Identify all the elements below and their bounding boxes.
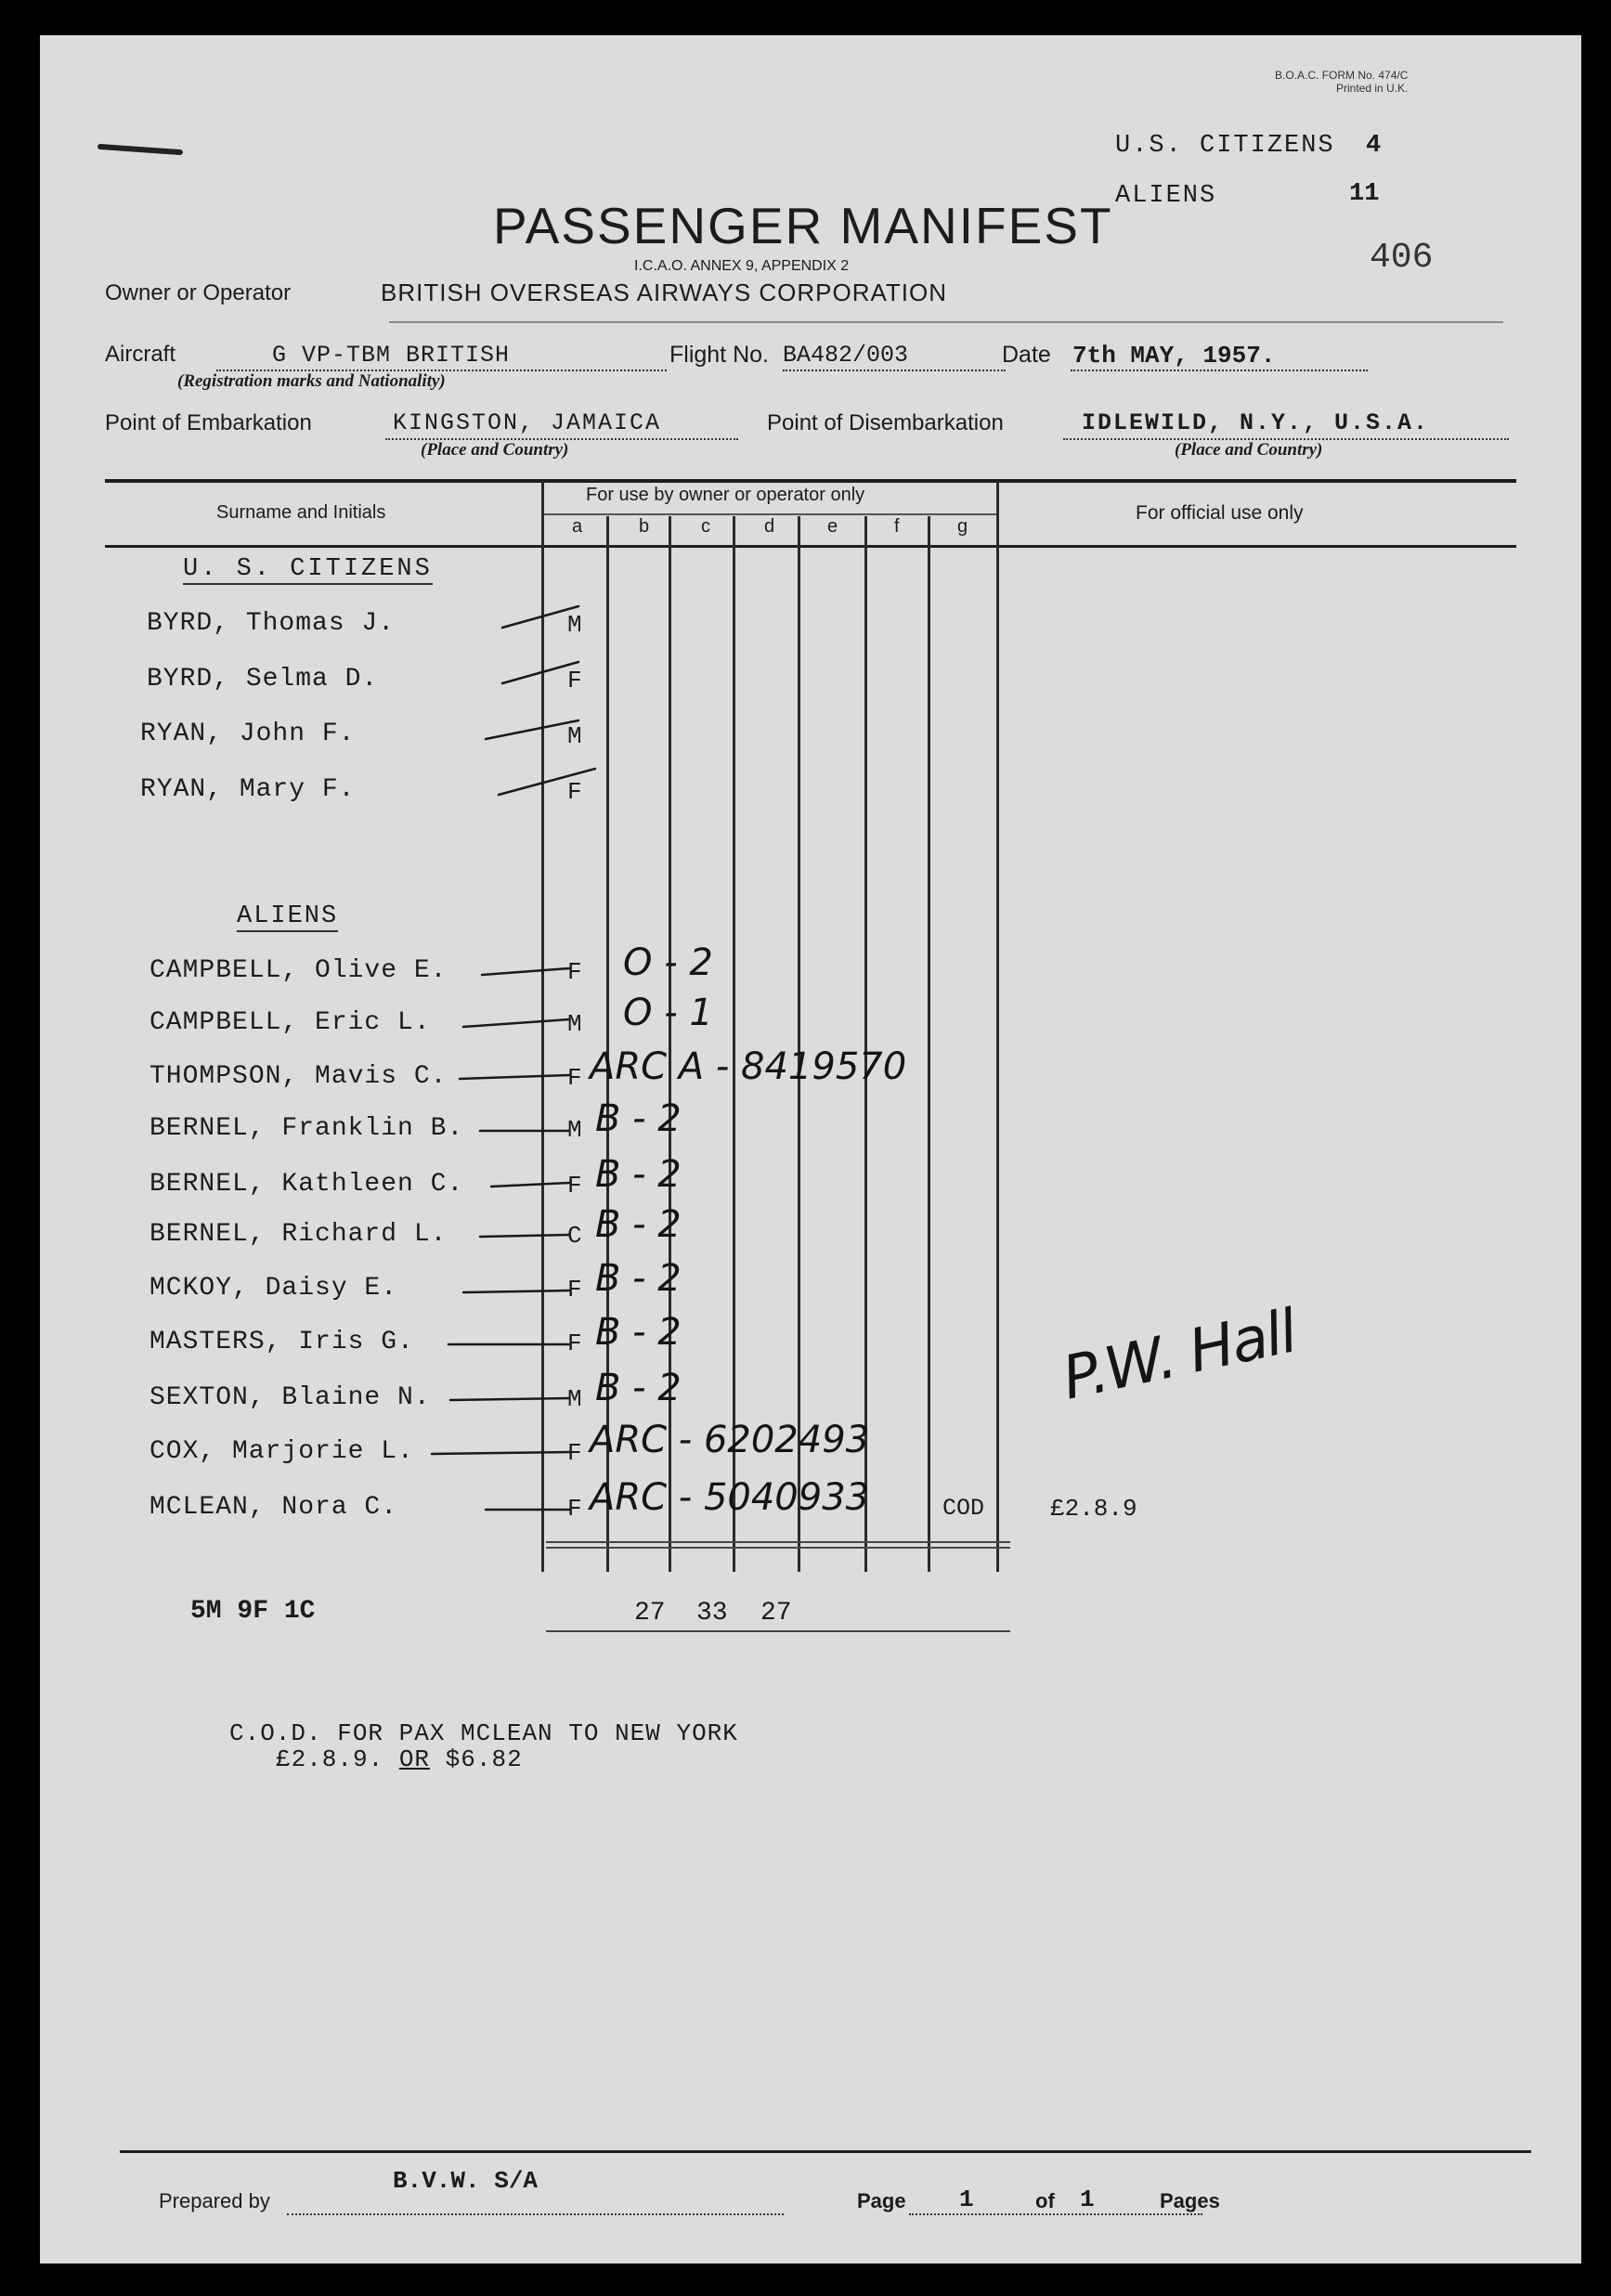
cod-or: OR <box>398 1745 431 1773</box>
total-col-b: 27 <box>634 1599 666 1628</box>
passenger-name: CAMPBELL, Olive E. <box>149 956 448 985</box>
footer-rule <box>120 2150 1531 2153</box>
passenger-sex: M <box>567 611 582 639</box>
embarkation-note: (Place and Country) <box>421 440 569 460</box>
disembarkation-note: (Place and Country) <box>1175 440 1323 460</box>
passenger-code: ARC - 5040933 <box>590 1476 870 1519</box>
passenger-sex: F <box>567 1495 582 1523</box>
passenger-code: B - 2 <box>595 1153 682 1196</box>
col-letter-e: e <box>827 516 838 537</box>
passenger-name: MCKOY, Daisy E. <box>149 1274 398 1303</box>
passenger-sex: M <box>567 1385 582 1413</box>
page-label: Page <box>857 2189 906 2212</box>
passenger-name: BYRD, Selma D. <box>147 665 379 694</box>
totals-rule-3 <box>546 1630 1010 1632</box>
col-letter-b: b <box>639 516 650 537</box>
page-fill <box>909 2213 1202 2215</box>
date-value: 7th MAY, 1957. <box>1072 342 1276 370</box>
page-total: 1 <box>1080 2186 1095 2213</box>
col-letter-f: f <box>894 516 900 537</box>
passenger-name: THOMPSON, Mavis C. <box>149 1062 448 1091</box>
passenger-name: CAMPBELL, Eric L. <box>149 1008 431 1037</box>
passenger-name: BERNEL, Franklin B. <box>149 1114 464 1143</box>
passenger-code: ARC A - 8419570 <box>590 1045 907 1088</box>
page-number: 1 <box>959 2186 974 2213</box>
aircraft-label: Aircraft <box>105 342 176 367</box>
totals-summary: 5M 9F 1C <box>190 1597 316 1626</box>
passenger-name: SEXTON, Blaine N. <box>149 1383 431 1412</box>
passenger-name: MCLEAN, Nora C. <box>149 1493 398 1522</box>
col-letter-c: c <box>701 516 710 537</box>
signature: P.W. Hall <box>1057 1297 1302 1414</box>
col-letter-d: d <box>764 516 775 537</box>
passenger-sex: M <box>567 1116 582 1144</box>
col-header-official: For official use only <box>1136 502 1304 524</box>
embarkation-value: KINGSTON, JAMAICA <box>393 409 662 436</box>
passenger-sex: F <box>567 778 582 806</box>
total-col-d: 27 <box>760 1599 792 1628</box>
passenger-code: B - 2 <box>595 1257 682 1300</box>
owner-value: BRITISH OVERSEAS AIRWAYS CORPORATION <box>381 279 948 306</box>
passenger-code: B - 2 <box>595 1367 682 1409</box>
totals-rule-1 <box>546 1541 1010 1543</box>
disembarkation-label: Point of Disembarkation <box>767 410 1004 435</box>
embarkation-label: Point of Embarkation <box>105 410 312 435</box>
passenger-sex: F <box>567 958 582 986</box>
passenger-name: BYRD, Thomas J. <box>147 609 396 638</box>
aircraft-value: G VP-TBM BRITISH <box>272 342 511 369</box>
col-header-owner: For use by owner or operator only <box>586 485 865 505</box>
passenger-name: MASTERS, Iris G. <box>149 1328 414 1356</box>
col-header-name: Surname and Initials <box>216 502 386 523</box>
us-citizens-count: 4 <box>1366 132 1382 160</box>
cod-note-line2 <box>276 1745 523 1773</box>
passenger-sex: F <box>567 667 582 694</box>
owner-label: Owner or Operator <box>105 280 292 305</box>
totals-rule-2 <box>546 1547 1010 1549</box>
aliens-count-label: ALIENS <box>1115 182 1217 210</box>
prepared-label: Prepared by <box>159 2189 270 2212</box>
date-label: Date <box>1002 342 1051 368</box>
of-label: of <box>1035 2189 1055 2212</box>
passenger-code: B - 2 <box>595 1097 682 1140</box>
passenger-code: O - 1 <box>623 992 713 1034</box>
pen-strokes <box>40 35 1581 1614</box>
total-col-c: 33 <box>696 1599 728 1628</box>
cod-amount: £2.8.9 <box>1050 1495 1137 1523</box>
flight-value: BA482/003 <box>783 342 909 369</box>
cod-note-line1: C.O.D. FOR PAX MCLEAN TO NEW YORK <box>229 1719 738 1747</box>
disembarkation-value: IDLEWILD, N.Y., U.S.A. <box>1082 409 1430 436</box>
passenger-name: BERNEL, Richard L. <box>149 1220 448 1249</box>
cod-mark: COD <box>942 1495 985 1522</box>
manifest-sheet <box>40 35 1581 2264</box>
passenger-sex: F <box>567 1276 582 1304</box>
passenger-sex: M <box>567 722 582 750</box>
us-citizens-heading: U. S. CITIZENS <box>183 555 433 583</box>
us-citizens-count-label: U.S. CITIZENS <box>1115 132 1335 160</box>
passenger-sex: F <box>567 1330 582 1357</box>
prepared-fill <box>287 2213 784 2215</box>
passenger-code: O - 2 <box>623 941 713 984</box>
passenger-sex: C <box>567 1222 582 1250</box>
col-letter-a: a <box>572 516 583 537</box>
passenger-sex: F <box>567 1172 582 1200</box>
passenger-name: BERNEL, Kathleen C. <box>149 1170 464 1199</box>
prepared-value: B.V.W. S/A <box>393 2167 539 2195</box>
passenger-sex: M <box>567 1010 582 1038</box>
page-title: PASSENGER MANIFEST <box>493 197 1113 254</box>
pages-label: Pages <box>1160 2189 1220 2212</box>
stamp-number: 406 <box>1370 238 1434 278</box>
passenger-code: B - 2 <box>595 1203 682 1246</box>
passenger-code: ARC - 6202493 <box>590 1419 870 1461</box>
flight-label: Flight No. <box>669 342 769 368</box>
aircraft-note: (Registration marks and Nationality) <box>177 371 446 391</box>
passenger-name: COX, Marjorie L. <box>149 1437 414 1466</box>
cod-usd: $6.82 <box>445 1745 523 1773</box>
page-subtitle: I.C.A.O. ANNEX 9, APPENDIX 2 <box>634 258 850 274</box>
col-letter-g: g <box>957 516 968 537</box>
passenger-code: B - 2 <box>595 1311 682 1354</box>
passenger-sex: F <box>567 1439 582 1467</box>
form-id: B.O.A.C. FORM No. 474/C Printed in U.K. <box>1275 69 1409 95</box>
passenger-name: RYAN, Mary F. <box>140 775 356 804</box>
cod-gbp: £2.8.9. <box>276 1745 384 1773</box>
aliens-heading: ALIENS <box>237 902 339 930</box>
passenger-name: RYAN, John F. <box>140 720 356 748</box>
passenger-sex: F <box>567 1064 582 1092</box>
aliens-count: 11 <box>1349 180 1380 208</box>
